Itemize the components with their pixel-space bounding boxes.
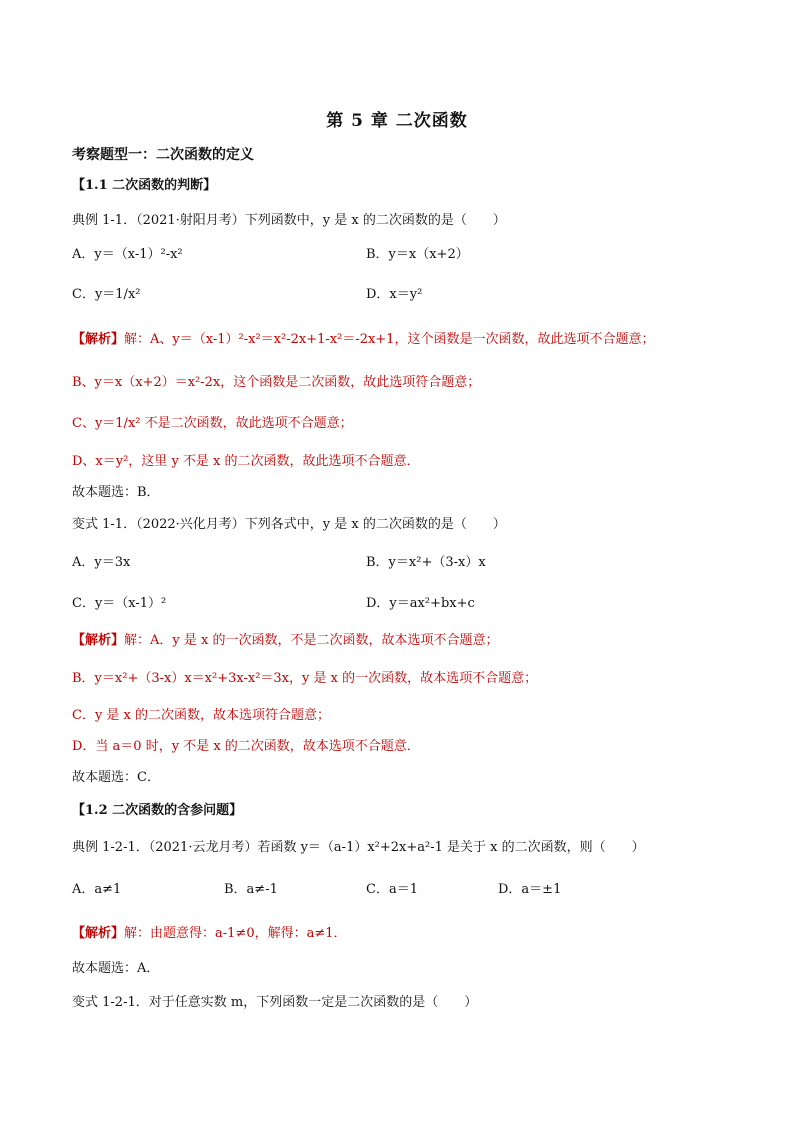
q3-stem: 典例 1-2-1．（2021·云龙月考）若函数 y＝（a-1）x²+2x+a²-1 是关于 x 的二次函数，则（ ） (72, 840, 645, 855)
q2-analysis-line-3: C．y 是 x 的二次函数，故本选项符合题意； (72, 708, 331, 723)
q3-option-b: B．a≠-1 (224, 882, 278, 897)
analysis-text: 解：A、y＝（x-1）²-x²＝x²-2x+1-x²＝-2x+1，这个函数是一次函数，故此选项不合题意； (124, 332, 655, 347)
q1-stem: 典例 1-1．（2021·射阳月考）下列函数中，y 是 x 的二次函数的是（ ） (72, 213, 506, 228)
q3-analysis-line-1 (72, 926, 347, 942)
q2-answer: 故本题选：C． (72, 770, 160, 785)
q1-answer: 故本题选：B． (72, 485, 160, 500)
q3-option-a: A．a≠1 (72, 882, 122, 897)
chapter-title: 第 5 章 二次函数 (326, 111, 468, 131)
q2-analysis-line-1 (72, 633, 498, 649)
q2-option-d: D．y＝ax²+bx+c (366, 596, 475, 611)
subsection-heading-2: 【1.2 二次函数的含参问题】 (72, 803, 243, 818)
q1-analysis-line-1 (72, 332, 654, 348)
q1-option-b: B．y＝x（x+2） (366, 247, 469, 262)
q1-analysis-line-4: D、x＝y²，这里 y 不是 x 的二次函数，故此选项不合题意． (72, 454, 420, 469)
q3-option-c: C．a＝1 (366, 882, 418, 897)
analysis-tag: 【解析】 (72, 926, 125, 941)
q2-option-b: B．y＝x²+（3-x）x (366, 555, 486, 570)
analysis-tag: 【解析】 (72, 332, 125, 347)
q1-option-d: D．x＝y² (366, 287, 423, 302)
q2-option-a: A．y＝3x (72, 555, 131, 570)
analysis-text: 解：由题意得：a-1≠0，解得：a≠1． (124, 926, 347, 941)
q3-answer: 故本题选：A． (72, 961, 160, 976)
q2-stem: 变式 1-1．（2022·兴化月考）下列各式中，y 是 x 的二次函数的是（ ） (72, 517, 506, 532)
q2-analysis-line-2: B．y＝x²+（3-x）x＝x²+3x-x²＝3x，y 是 x 的一次函数，故本选项不合题意； (72, 671, 538, 686)
section-heading: 考察题型一：二次函数的定义 (72, 147, 254, 163)
subsection-heading-1: 【1.1 二次函数的判断】 (72, 178, 217, 193)
q1-analysis-line-3: C、y＝1/x² 不是二次函数，故此选项不合题意； (72, 416, 353, 431)
q2-analysis-line-4: D．当 a＝0 时，y 不是 x 的二次函数，故本选项不合题意． (72, 739, 420, 754)
analysis-tag: 【解析】 (72, 633, 125, 648)
analysis-text: 解：A．y 是 x 的一次函数，不是二次函数，故本选项不合题意； (124, 633, 499, 648)
q1-option-a: A．y＝（x-1）²-x² (72, 247, 183, 262)
q1-option-c: C．y＝1/x² (72, 287, 141, 302)
q2-option-c: C．y＝（x-1）² (72, 596, 167, 611)
q1-analysis-line-2: B、y＝x（x+2）＝x²-2x，这个函数是二次函数，故此选项符合题意； (72, 375, 481, 390)
q4-stem: 变式 1-2-1．对于任意实数 m，下列函数一定是二次函数的是（ ） (72, 995, 478, 1010)
q3-option-d: D．a＝±1 (498, 882, 562, 897)
